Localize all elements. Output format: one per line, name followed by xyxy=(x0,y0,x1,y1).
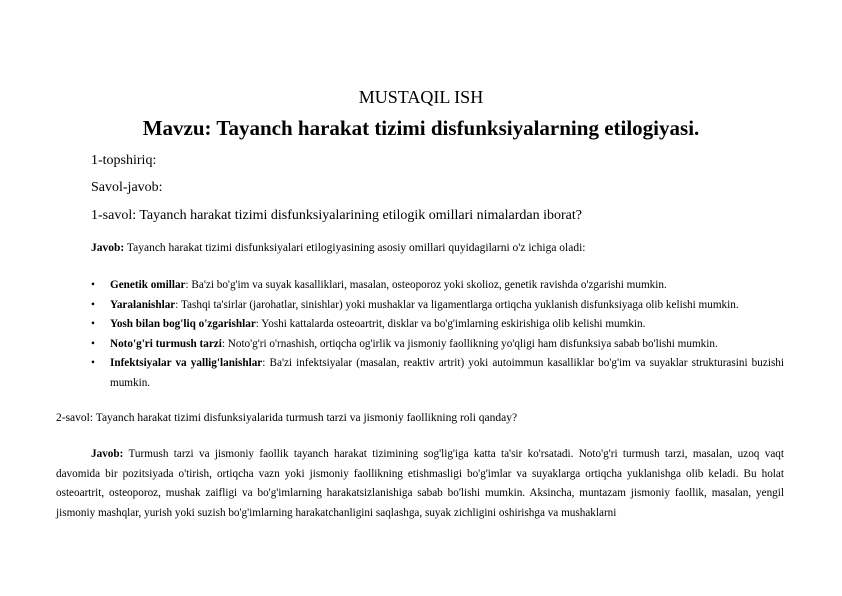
list-item-text: : Noto'g'ri o'rnashish, ortiqcha og'irlik va jismoniy faollikning yo'qligi ham disfunksiya sabab bo'lishi mumkin. xyxy=(221,337,718,350)
list-item-text: : Tashqi ta'sirlar (jarohatlar, sinishlar) yoki mushaklar va ligamentlarga ortiqcha yuklanish disfunksiyaga olib kelishi mumkin. xyxy=(175,298,739,311)
list-item-term: Yaralanishlar xyxy=(110,298,176,311)
list-item xyxy=(91,335,784,355)
answer-1-label: Javob: xyxy=(91,242,125,254)
answer-1-text: Tayanch harakat tizimi disfunksiyalari etilogiyasining asosiy omillari quyidagilarni o'z ichiga oladi: xyxy=(124,242,586,254)
document-subtitle: Mavzu: Tayanch harakat tizimi disfunksiyalarning etilogiyasi. xyxy=(142,116,700,140)
bullet-icon: • xyxy=(91,318,95,330)
list-item-text: : Yoshi kattalarda osteoartrit, disklar va bo'g'imlarning eskirishiga olib kelishi mumkin. xyxy=(255,318,646,330)
qa-label: Savol-javob: xyxy=(91,180,163,195)
answer-2 xyxy=(56,445,784,523)
list-item xyxy=(91,296,784,316)
list-item-term: Genetik omillar xyxy=(110,279,186,291)
bullet-icon: • xyxy=(91,357,95,369)
bullet-icon: • xyxy=(91,279,95,291)
list-item xyxy=(91,276,784,296)
answer-2-text: Turmush tarzi va jismoniy faollik tayanch harakat tizimining sog'lig'iga katta ta'sir ko'rsatadi. Noto'g'ri turmush tarzi, masalan, uzoq vaqt davomida bir pozitsiyada o'tirish, ortiqcha vazn yoki jismoniy faollikning etishmasligi bo'g'imlar va suyaklarga ortiqcha yuklanishga olib keladi. Bu holat osteoartrit, osteoporoz, mushak zaifligi va bo'g'imlarning harakatsizlanishiga sabab bo'lishi mumkin. Aksincha, muntazam jismoniy faollik, masalan, yengil jismoniy mashqlar, yurish yoki suzish bo'g'imlarning harakatchanligini saqlashga, suyak zichligini oshirishga va mushaklarni xyxy=(56,448,784,519)
list-item xyxy=(91,354,784,393)
list-item-term: Yosh bilan bog'liq o'zgarishlar xyxy=(110,318,256,330)
list-item-term: Infektsiyalar va yallig'lanishlar xyxy=(110,357,263,369)
bullet-icon: • xyxy=(91,337,95,350)
list-item-text: : Ba'zi bo'g'im va suyak kasalliklari, masalan, osteoporoz yoki skolioz, genetik ravishda o'zgarishi mumkin. xyxy=(185,279,667,291)
list-item xyxy=(91,315,784,335)
list-item-text: : Ba'zi infektsiyalar (masalan, reaktiv artrit) yoki autoimmun kasalliklar bo'g'im va suyaklar strukturasini buzishi mumkin. xyxy=(110,357,784,389)
bullet-icon: • xyxy=(91,298,95,311)
list-item-term: Noto'g'ri turmush tarzi xyxy=(110,337,222,350)
question-2: 2-savol: Tayanch harakat tizimi disfunksiyalarida turmush tarzi va jismoniy faollikning roli qanday? xyxy=(56,412,518,424)
factor-list xyxy=(91,276,784,393)
document-title: MUSTAQIL ISH xyxy=(358,87,484,107)
question-1: 1-savol: Tayanch harakat tizimi disfunksiyalarining etilogik omillari nimalardan iborat? xyxy=(91,208,582,223)
task-label: 1-topshiriq: xyxy=(91,153,157,168)
answer-2-label: Javob: xyxy=(91,448,124,460)
answer-1 xyxy=(91,242,586,254)
